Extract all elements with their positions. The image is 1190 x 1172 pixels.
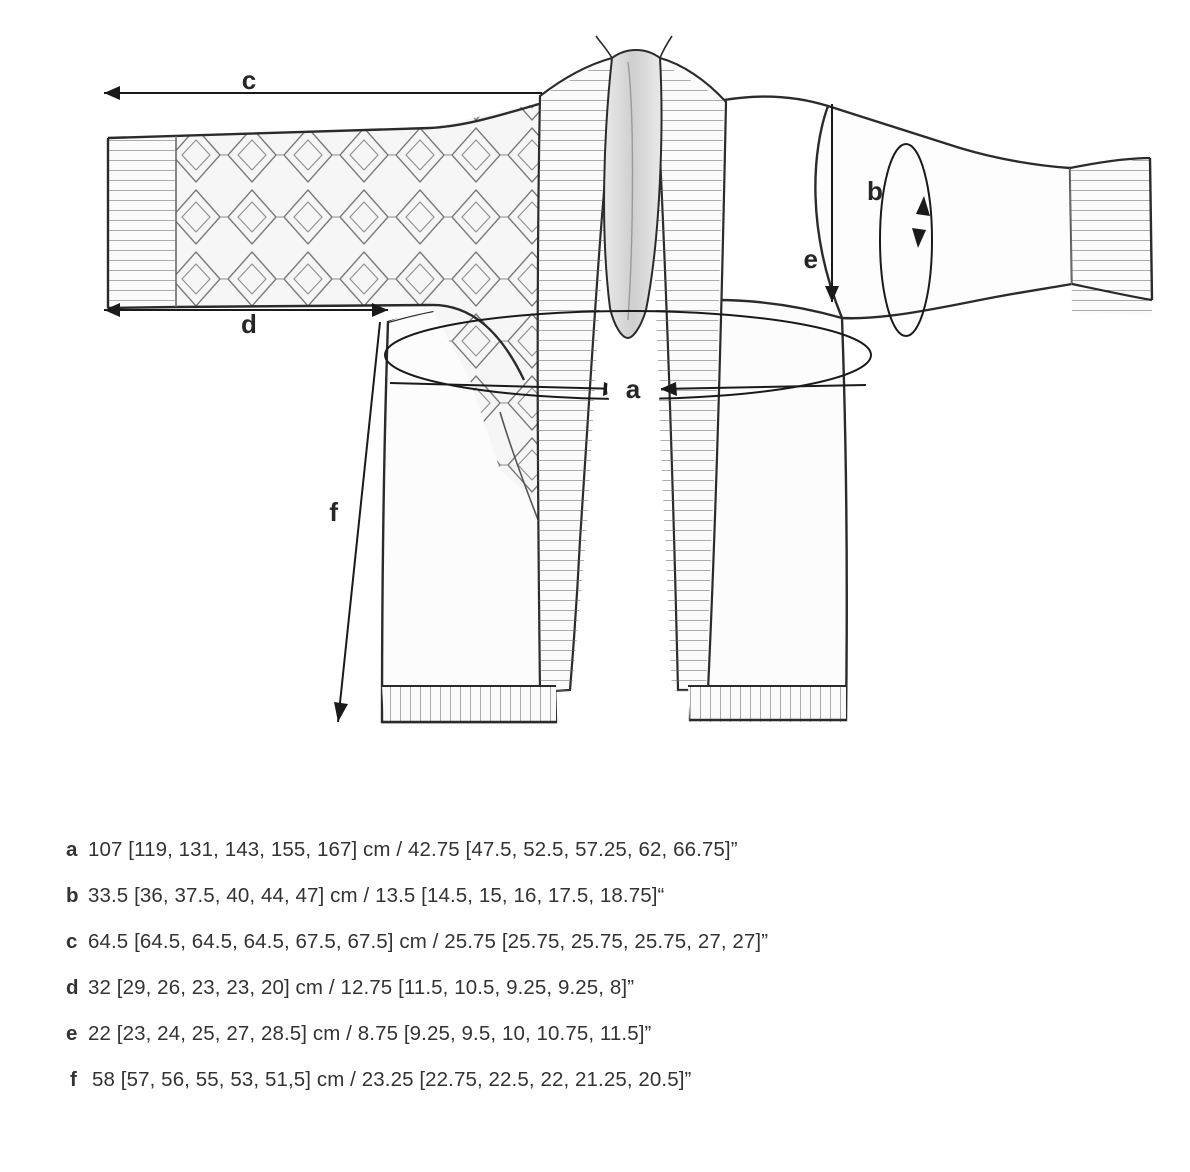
measurement-key-e: e	[66, 1022, 78, 1045]
dim-label-b: b	[867, 176, 883, 206]
measurement-key-d: d	[66, 976, 79, 999]
dim-label-e: e	[803, 244, 818, 274]
measurement-row-e	[0, 1022, 1190, 1068]
measurement-value-f: 58 [57, 56, 55, 53, 51,5] cm / 23.25 [22.75, 22.5, 22, 21.25, 20.5]”	[92, 1068, 692, 1091]
dim-label-c: c	[241, 65, 257, 95]
measurement-row-b	[0, 884, 1190, 930]
measurement-row-c	[0, 930, 1190, 976]
measurement-key-a: a	[66, 838, 78, 861]
measurement-value-d: 32 [29, 26, 23, 23, 20] cm / 12.75 [11.5, 10.5, 9.25, 9.25, 8]”	[88, 976, 635, 999]
measurement-row-a	[0, 838, 1190, 884]
dim-label-a: a	[625, 374, 641, 404]
measurement-row-f	[0, 1068, 1190, 1114]
measurement-value-b: 33.5 [36, 37.5, 40, 44, 47] cm / 13.5 [14.5, 15, 16, 17.5, 18.75]“	[88, 884, 665, 907]
measurements-list	[0, 838, 1190, 1114]
dim-label-d: d	[241, 309, 257, 339]
dim-label-f: f	[329, 497, 338, 527]
cuff-right-ribbing	[1060, 150, 1160, 330]
hem-left-ribbing	[378, 682, 562, 726]
measurement-key-b: b	[66, 884, 79, 907]
measurement-value-a: 107 [119, 131, 143, 155, 167] cm / 42.75 [47.5, 52.5, 57.25, 62, 66.75]”	[88, 838, 738, 861]
dimension-c	[104, 65, 542, 100]
measurement-value-c: 64.5 [64.5, 64.5, 64.5, 67.5, 67.5] cm / 25.75 [25.75, 25.75, 25.75, 27, 27]”	[88, 930, 769, 953]
measurement-value-e: 22 [23, 24, 25, 27, 28.5] cm / 8.75 [9.25, 9.5, 10, 10.75, 11.5]”	[88, 1022, 652, 1045]
shoulder-right-line	[724, 97, 828, 106]
dimension-f	[329, 322, 380, 722]
measurement-key-f: f	[70, 1068, 77, 1091]
measurement-key-c: c	[66, 930, 78, 953]
sleeve-right	[815, 106, 1072, 318]
measurement-row-d	[0, 976, 1190, 1022]
